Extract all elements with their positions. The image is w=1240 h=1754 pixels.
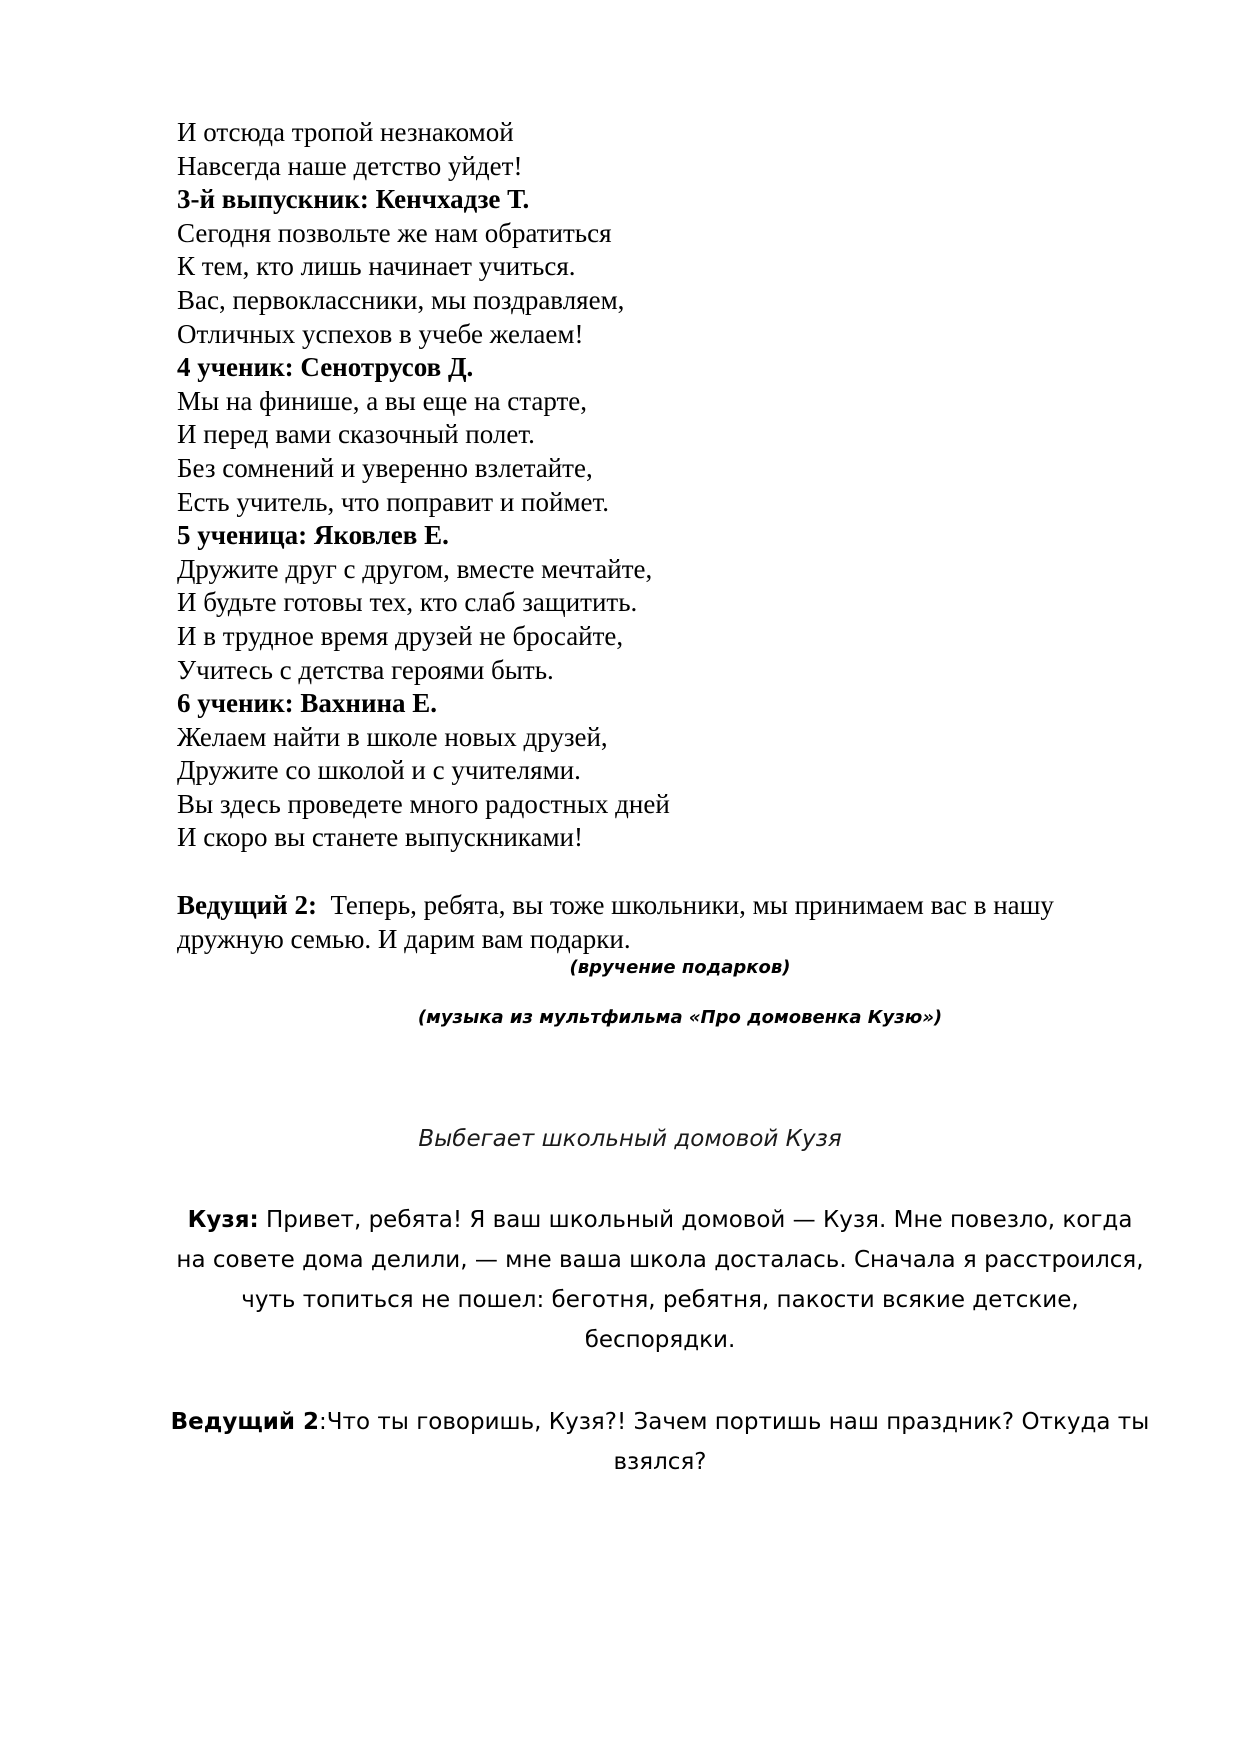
paragraph-text: Привет, ребята! Я ваш школьный домовой — Кузя. Мне повезло, когда на совете дома делили, — мне ваша школа досталась. Сначала я расстроился, чуть топиться не пошел: беготня, ребятня, пакости всякие детские, беспорядки. (176, 1207, 1151, 1353)
verse-line: Отличных успехов в учебе желаем! (177, 318, 584, 349)
verse-line: Вы здесь проведете много радостных дней (177, 788, 670, 819)
speaker-label: Ведущий 2: (177, 890, 317, 920)
stage-direction-music: (музыка из мультфильма «Про домовенка Кузю») (417, 1007, 943, 1028)
verse-line: К тем, кто лишь начинает учиться. (177, 251, 576, 282)
speaker-heading: 6 ученик: Вахнина Е. (177, 688, 438, 719)
kuzya-paragraph (170, 1200, 1150, 1360)
speaker-label: Ведущий 2 (170, 1409, 320, 1435)
speaker-label: Кузя: (187, 1207, 259, 1233)
verse-line: Сегодня позвольте же нам обратиться (177, 217, 612, 248)
verse-line: И отсюда тропой незнакомой (177, 117, 514, 147)
verse-line: И перед вами сказочный полет. (177, 419, 535, 450)
stage-direction-gifts: (вручение подарков) (569, 957, 791, 978)
paragraph-text: :Что ты говоришь, Кузя?! Зачем портишь наш праздник? Откуда ты взялся? (319, 1409, 1150, 1475)
verse-line: Есть учитель, что поправит и поймет. (177, 486, 610, 517)
verse-line: Без сомнений и уверенно взлетайте, (177, 452, 593, 483)
action-line: Выбегает школьный домовой Кузя (418, 1126, 842, 1152)
verse-line: И скоро вы станете выпускниками! (177, 822, 583, 853)
paragraph-text: Теперь, ребята, вы тоже школьники, мы принимаем вас в нашу дружную семью. И дарим вам подарки. (177, 890, 1061, 954)
lead2-intro-paragraph (177, 888, 1137, 956)
lead2-question-paragraph (170, 1402, 1150, 1482)
speaker-heading: 3-й выпускник: Кенчхадзе Т. (177, 184, 530, 215)
verse-line: Навсегда наше детство уйдет! (177, 150, 523, 181)
verse-line: И будьте готовы тех, кто слаб защитить. (177, 587, 638, 618)
verse-line: Мы на финише, а вы еще на старте, (177, 385, 588, 416)
verse-line: И в трудное время друзей не бросайте, (177, 620, 624, 651)
verse-line: Желаем найти в школе новых друзей, (177, 721, 608, 752)
speaker-heading: 4 ученик: Сенотрусов Д. (177, 352, 474, 383)
verse-line: Вас, первоклассники, мы поздравляем, (177, 284, 625, 315)
verse-line: Дружите друг с другом, вместе мечтайте, (177, 553, 653, 584)
verse-line: Учитесь с детства героями быть. (177, 654, 554, 685)
verse-line: Дружите со школой и с учителями. (177, 755, 581, 786)
verse-block (177, 116, 1137, 855)
speaker-heading: 5 ученица: Яковлев Е. (177, 520, 449, 551)
